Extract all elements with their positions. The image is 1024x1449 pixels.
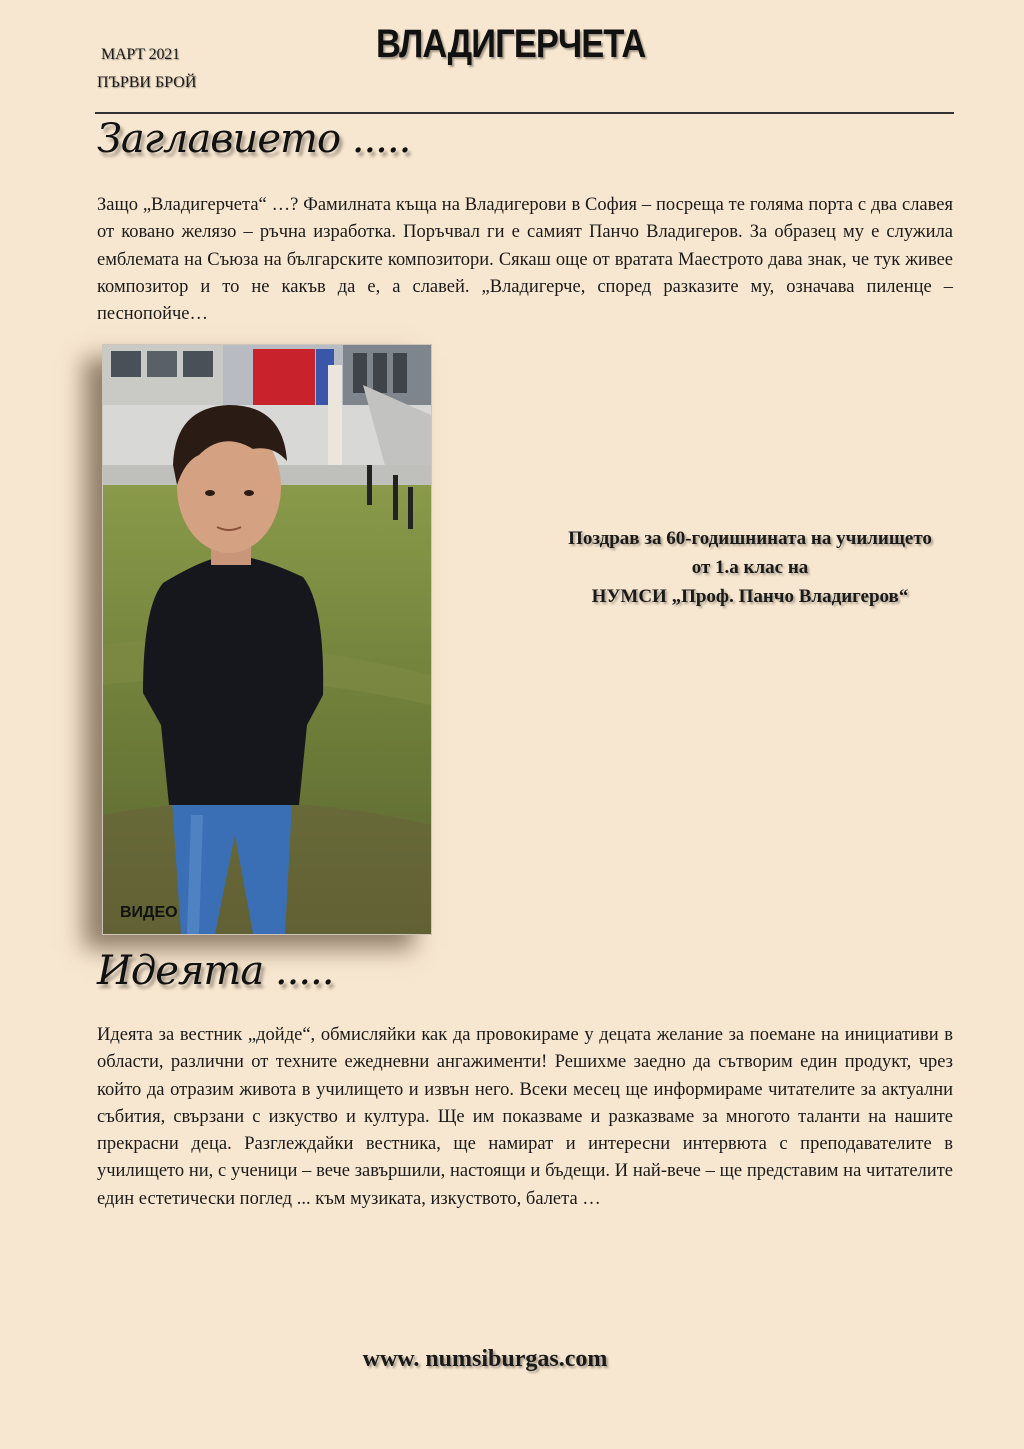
section-heading-idea: Идеята ..... <box>97 948 334 994</box>
header-divider <box>95 112 954 114</box>
idea-paragraph: Идеята за вестник „дойде“, обмисляйки как да провокираме у децата желание за поемане на инициативи в области, различни от техните ежедневни ангажименти! Решихме заедно да сътворим един продукт, чрез който да отразим живота в училището и извън него. Всеки месец ще информираме читателите за актуални събития, свързани с изкуство и култура. Ще им показваме и разказваме за многото таланти на нашите прекрасни деца. Разглеждайки вестника, ще намират и интересни интервюта с преподавателите в училището ни, с ученици – вече завършили, настоящи и бъдещи. И най-вече – ще представим на читателите един естетически поглед ... към музиката, изкуството, балета … <box>97 1025 953 1209</box>
greeting-line-1: Поздрав за 60-годишнината на училището <box>568 528 932 549</box>
video-label: ВИДЕО <box>120 904 178 921</box>
boy-photo <box>103 345 431 934</box>
video-thumbnail[interactable] <box>102 344 432 935</box>
greeting-caption <box>540 524 960 611</box>
issue-number: ПЪРВИ БРОЙ <box>97 74 197 91</box>
greeting-line-2: от 1.а клас на <box>691 557 809 578</box>
greeting-line-3: НУМСИ „Проф. Панчо Владигеров“ <box>591 586 909 607</box>
section-heading-title: Заглавието ..... <box>97 116 411 162</box>
website-link[interactable]: www. numsiburgas.com <box>362 1346 608 1372</box>
title-paragraph: Защо „Владигерчета“ …? Фамилната къща на Владигерови в София – посреща те голяма порта с два славея от ковано желязо – ръчна изработка. Поръчвал ги е самият Панчо Владигеров. За образец му е служила емблемата на Съюза на българските композитори. Сякаш още от вратата Маестрото дава знак, че тук живее композитор и то не какъв да е, а славей. „Владигерче, според разказите му, означава пиленце – песнопойче… <box>97 195 953 325</box>
newspaper-masthead: ВЛАДИГЕРЧЕТА <box>376 22 646 66</box>
issue-date: МАРТ 2021 <box>101 46 180 63</box>
